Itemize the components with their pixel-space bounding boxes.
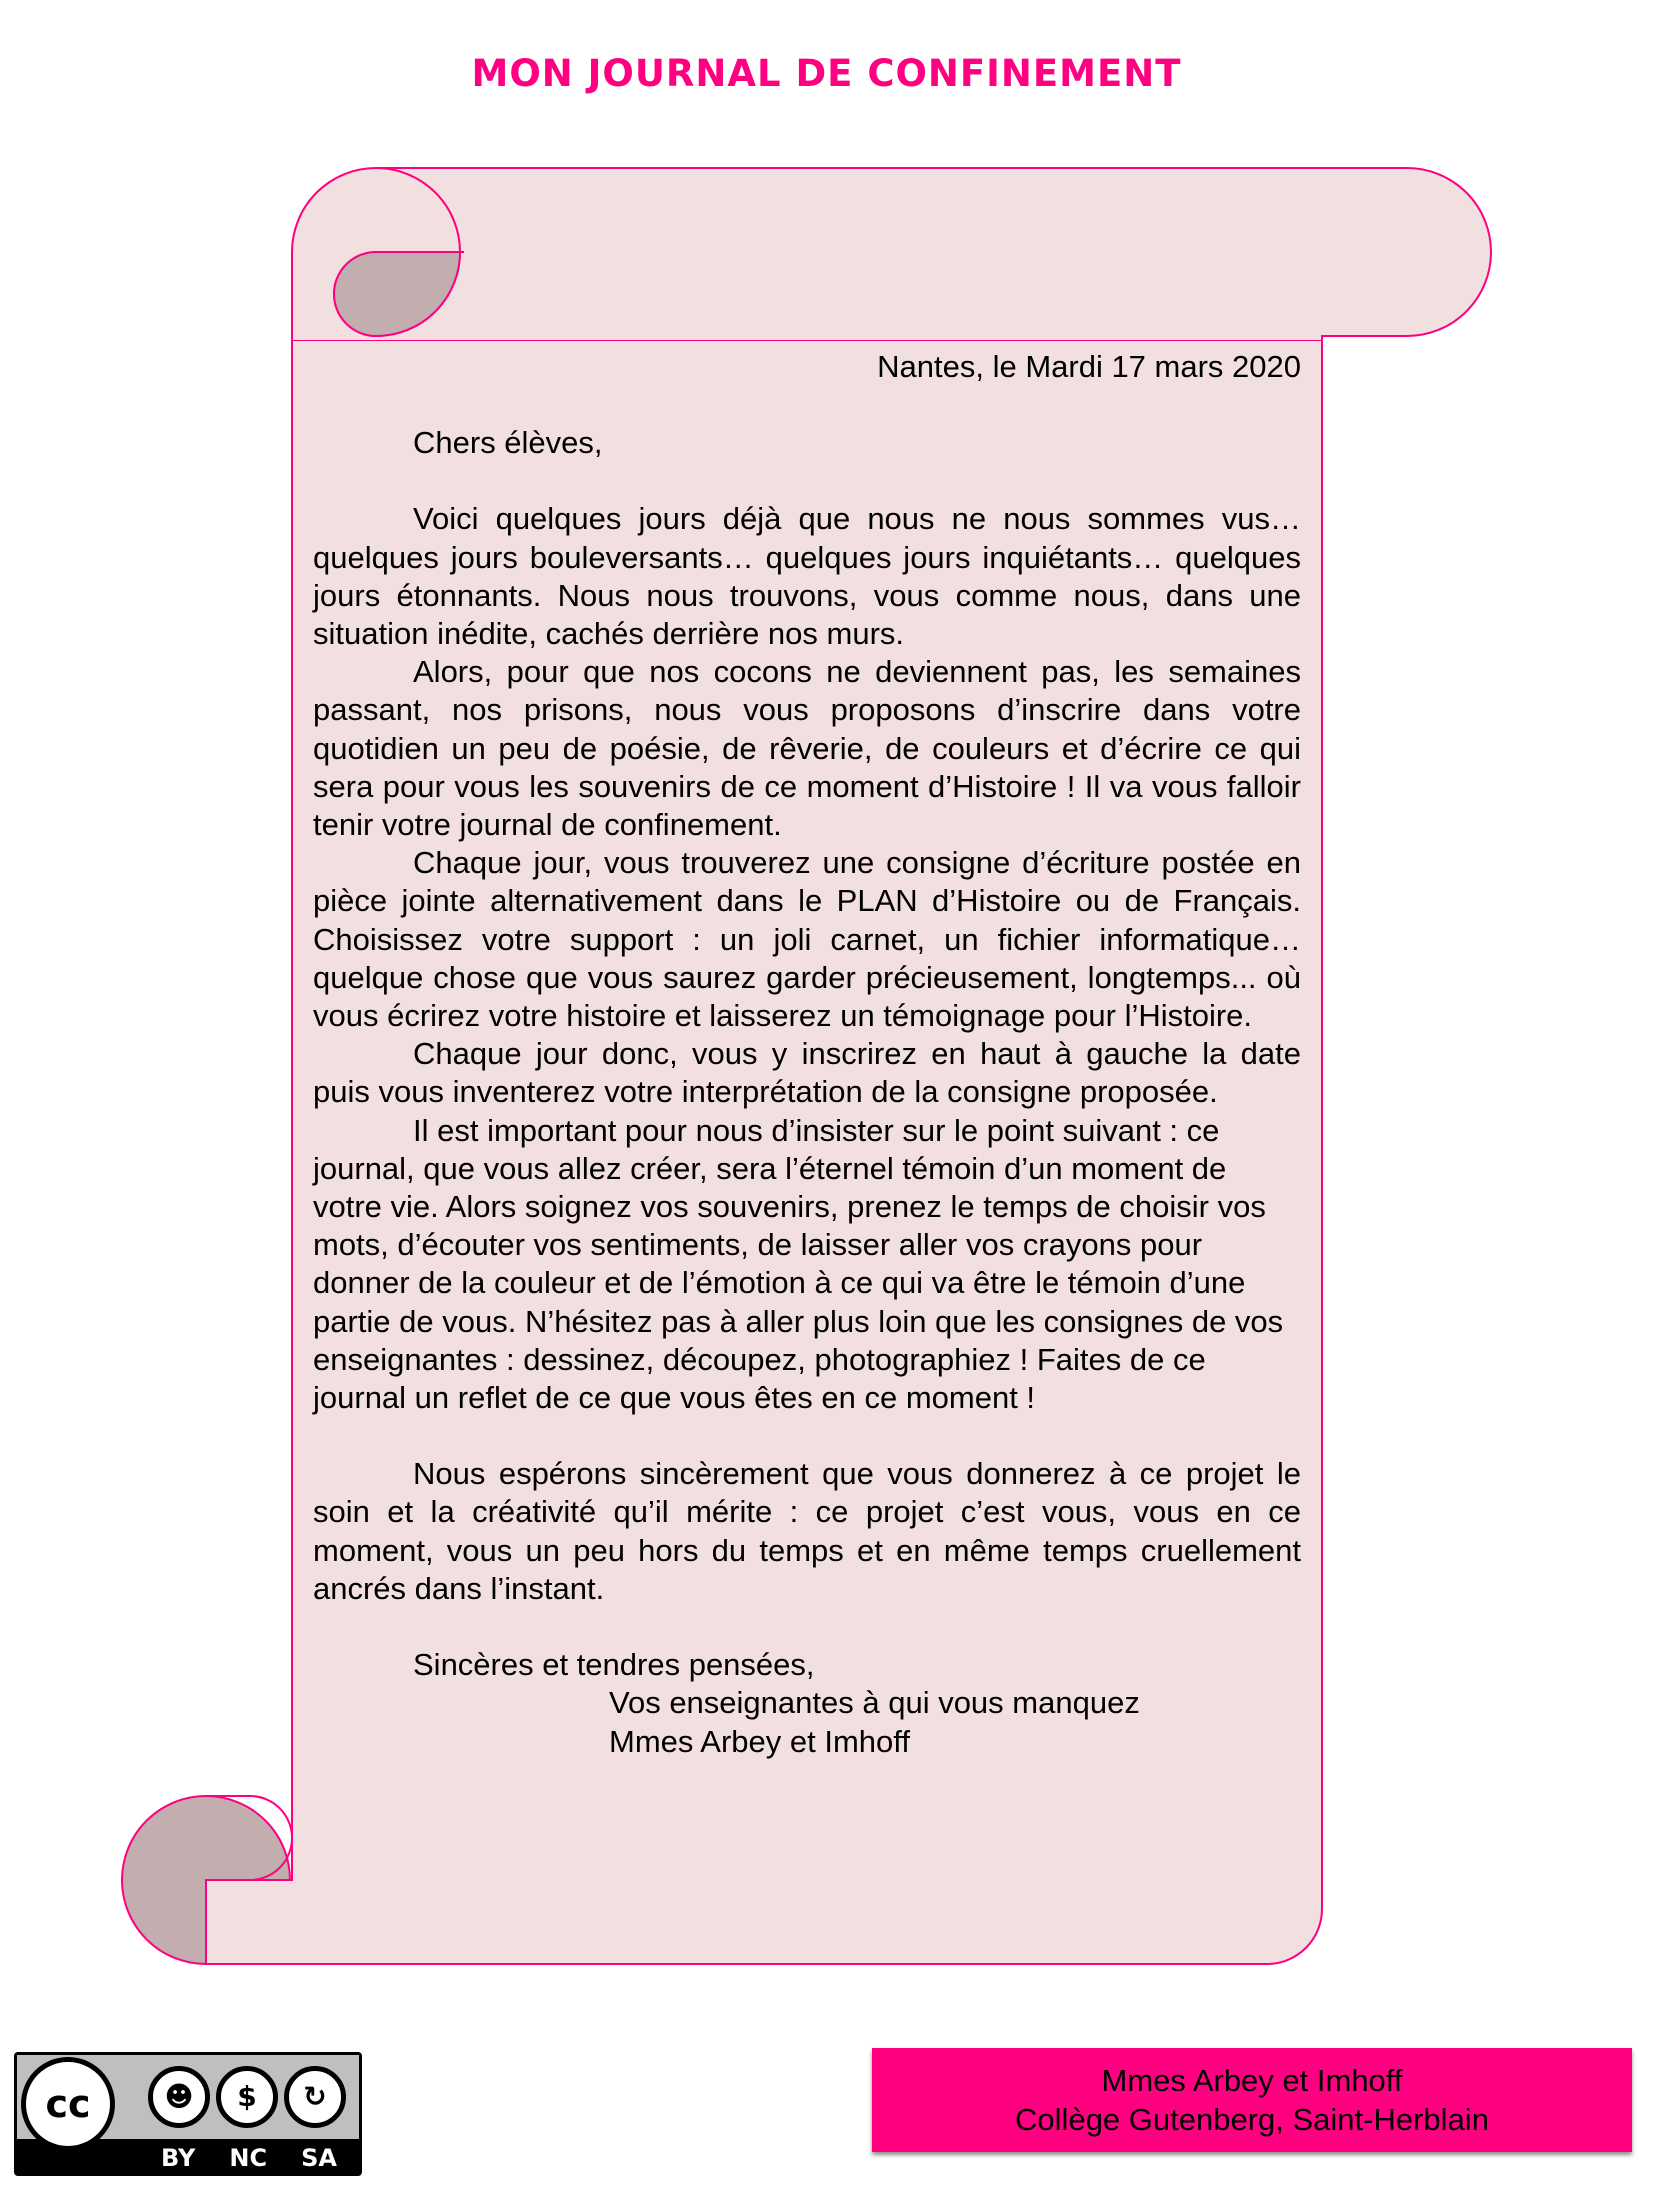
cc-logo-icon: cc [21,2057,115,2151]
letter-date: Nantes, le Mardi 17 mars 2020 [877,349,1301,384]
letter-greeting: Chers élèves, [413,425,603,461]
share-alike-icon: ↻ [284,2066,346,2128]
top-roll [292,168,1491,340]
letter-paragraph: Voici quelques jours déjà que nous ne nous sommes vus… quelques jours bouleversants… quelques jours inquiétants… quelques jours étonnants. Nous nous trouvons, vous comme nous, dans une situation inédite, cachés derrière nos murs. [313,501,1301,652]
letter-body [313,348,1301,1761]
letter-farewell: Sincères et tendres pensées, [413,1647,815,1683]
letter-paragraph: Chaque jour, vous trouverez une consigne d’écriture postée en pièce jointe alternativement dans le PLAN d’Histoire ou de Français. Choisissez votre support : un joli carnet, un fichier informatique… quelque chose que vous saurez garder précieusement, longtemps... où vous écrirez votre histoire et laisserez un témoignage pour l’Histoire. [313,845,1301,1034]
letter-paragraph: Il est important pour nous d’insister sur le point suivant : ce journal, que vous allez créer, sera l’éternel témoin d’un moment de votre vie. Alors soignez vos souvenirs, prenez le temps de choisir vos mots, d’écouter vos sentiments, de laisser aller vos crayons pour donner de la couleur et de l’émotion à ce qui va être le témoin d’une partie de vous. N’hésitez pas à aller plus loin que les consignes de vos enseignantes : dessinez, découpez, photographiez ! Faites de ce journal un reflet de ce que vous êtes en ce moment ! [313,1112,1284,1416]
author-credit-box [872,2048,1632,2152]
letter-paragraph: Alors, pour que nos cocons ne deviennent pas, les semaines passant, nos prisons, nous vous proposons d’inscrire dans votre quotidien un peu de poésie, de rêverie, de couleurs et d’écrire ce qui sera pour vous les souvenirs de ce moment d’Histoire ! Il va vous falloir tenir votre journal de confinement. [313,654,1301,843]
creative-commons-badge[interactable] [14,2052,362,2176]
person-icon: ☻ [148,2066,210,2128]
letter-closing-paragraph: Nous espérons sincèrement que vous donnerez à ce projet le soin et la créativité qu’il mérite : ce projet c’est vous, vous en ce moment, vous un peu hors du temps et en même temps cruellement ancrés dans l’instant. [313,1456,1301,1606]
credit-authors: Mmes Arbey et Imhoff [1101,2063,1403,2098]
no-dollar-icon: $ [216,2066,278,2128]
credit-school: Collège Gutenberg, Saint-Herblain [1015,2102,1489,2137]
letter-paragraph: Chaque jour donc, vous y inscrirez en haut à gauche la date puis vous inventerez votre interprétation de la consigne proposée. [313,1036,1301,1110]
cc-label-nc: NC [229,2144,268,2172]
cc-label-by: BY [161,2144,196,2172]
cc-label-sa: SA [301,2144,337,2172]
letter-signature: Vos enseignantes à qui vous manquez [609,1685,1140,1721]
page-title: MON JOURNAL DE CONFINEMENT [471,52,1182,95]
letter-signature: Mmes Arbey et Imhoff [609,1723,910,1759]
